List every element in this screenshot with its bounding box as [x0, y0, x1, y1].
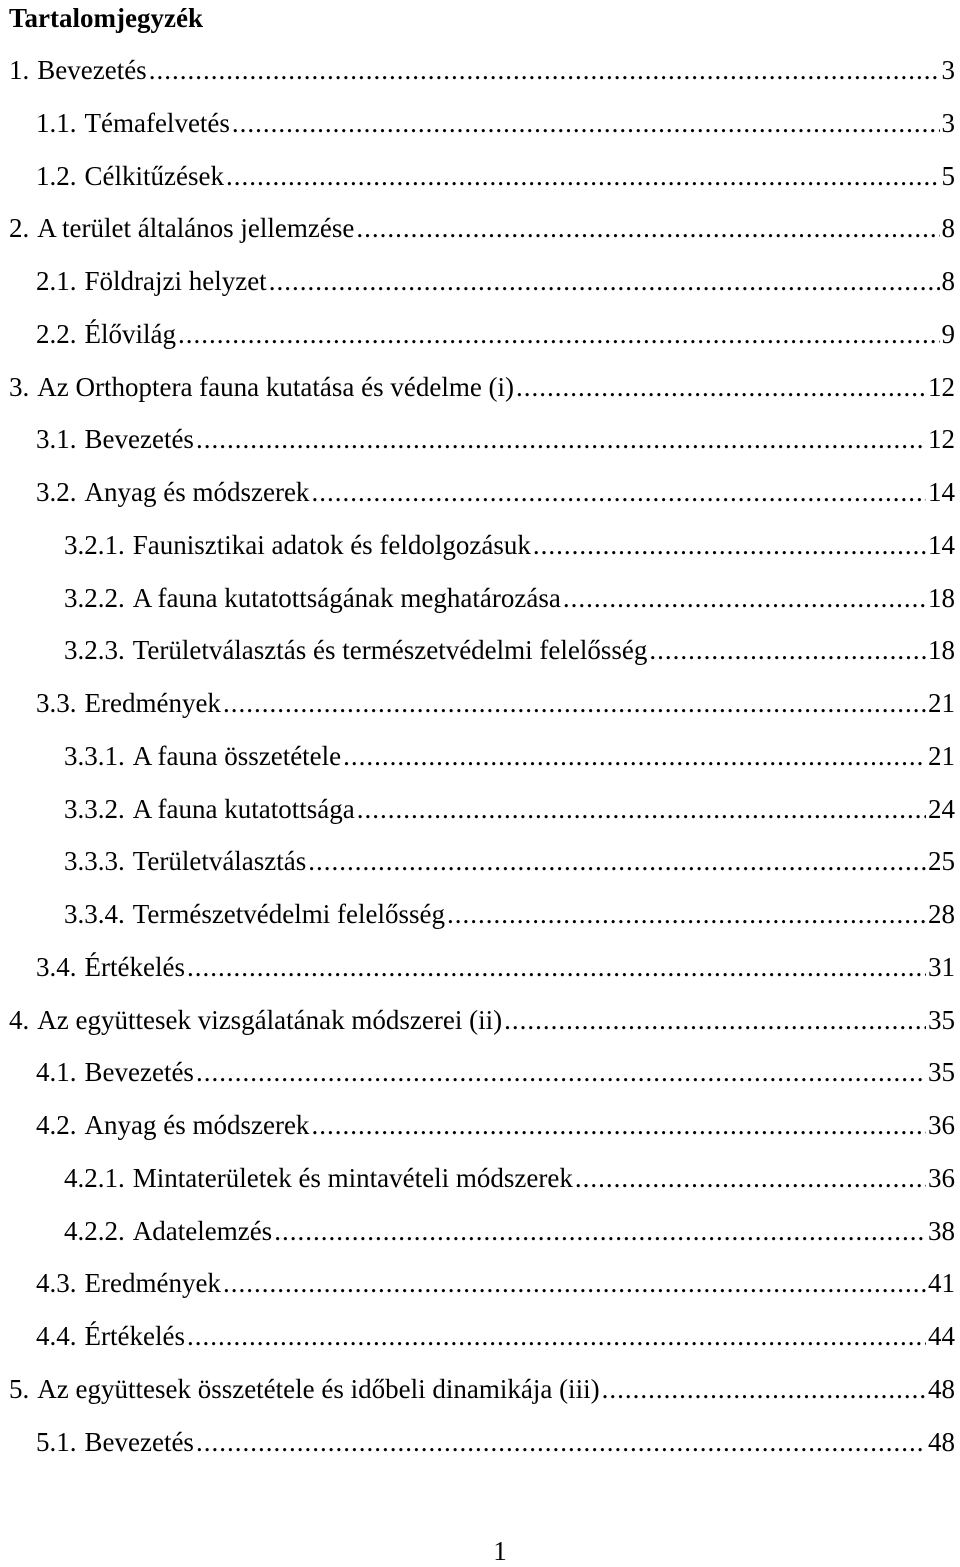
toc-entry[interactable] [9, 1319, 955, 1372]
toc-entry-title: Az együttesek vizsgálatának módszerei (ii) [37, 1004, 503, 1035]
toc-entry-number: 4.3. [36, 1268, 77, 1299]
toc-entry[interactable] [9, 317, 955, 370]
toc-entry-page: 9 [941, 318, 955, 349]
toc-entry[interactable] [9, 53, 955, 106]
toc-dot-leader [447, 897, 926, 931]
toc-entry[interactable] [9, 581, 955, 634]
toc-entry-page: 12 [928, 424, 955, 455]
toc-entry-title: Adatelemzés [132, 1215, 273, 1246]
toc-entry-page: 14 [928, 529, 955, 560]
toc-entry-title: Témafelvetés [84, 107, 230, 138]
toc-dot-leader [187, 1319, 926, 1353]
toc-entry-title: Élővilág [84, 318, 176, 349]
toc-entry-number: 5.1. [36, 1426, 77, 1457]
toc-entry-title: Eredmények [84, 1268, 221, 1299]
toc-entry-title: Bevezetés [84, 1057, 194, 1088]
toc-dot-leader [178, 317, 940, 351]
toc-entry[interactable] [9, 633, 955, 686]
toc-entry-page: 24 [928, 793, 955, 824]
toc-entry-page: 8 [941, 266, 955, 296]
toc-entry[interactable] [9, 1372, 955, 1425]
toc-entry-page: 25 [928, 846, 955, 877]
toc-entry-title: Földrajzi helyzet [84, 266, 267, 296]
toc-entry-title: Természetvédelmi felelősség [132, 899, 445, 929]
toc-dot-leader [196, 1055, 926, 1089]
toc-entry-number: 1.1. [36, 107, 77, 138]
toc-dot-leader [357, 792, 926, 826]
toc-entry-title: Értékelés [84, 951, 185, 982]
toc-dot-leader [343, 739, 926, 773]
toc-entry-title: A fauna kutatottságának meghatározása [132, 582, 561, 613]
toc-entry-page: 35 [928, 1004, 955, 1035]
toc-entry-page: 41 [928, 1268, 955, 1299]
toc-entry[interactable] [9, 264, 955, 317]
toc-entry-number: 4.2. [36, 1110, 77, 1140]
toc-entry-number: 5. [9, 1373, 30, 1404]
toc-entry-page: 12 [928, 371, 955, 402]
toc-entry[interactable] [9, 792, 955, 845]
toc-entry-title: Értékelés [84, 1321, 185, 1351]
toc-entry[interactable] [9, 950, 955, 1003]
toc-entry-number: 3.3.3. [64, 846, 125, 877]
toc-dot-leader [649, 633, 926, 667]
toc-dot-leader [516, 370, 926, 404]
toc-entry[interactable] [9, 1266, 955, 1319]
page-number: 1 [493, 1536, 507, 1566]
toc-entry-number: 1. [9, 55, 30, 85]
toc-entry-page: 21 [928, 740, 955, 771]
toc-dot-leader [311, 1108, 926, 1142]
toc-dot-leader [533, 528, 926, 562]
toc-entry-number: 3. [9, 371, 30, 402]
toc-entry-number: 2.1. [36, 266, 77, 296]
toc-entry-page: 48 [928, 1426, 955, 1457]
toc-entry-page: 48 [928, 1373, 955, 1404]
toc-entry-title: Célkitűzések [84, 160, 224, 191]
toc-entry[interactable] [9, 528, 955, 581]
toc-entry-number: 3.2.3. [64, 635, 125, 666]
toc-entry[interactable] [9, 211, 955, 264]
toc-entry-page: 38 [928, 1215, 955, 1246]
table-of-contents [9, 53, 955, 1477]
toc-dot-leader [196, 422, 926, 456]
toc-entry-title: A terület általános jellemzése [37, 213, 355, 244]
toc-entry-title: Az együttesek összetétele és időbeli dinamikája (iii) [37, 1373, 600, 1404]
toc-entry-number: 4. [9, 1004, 30, 1035]
toc-entry-number: 3.4. [36, 951, 77, 982]
toc-entry-page: 28 [928, 899, 955, 929]
toc-entry-title: Anyag és módszerek [84, 1110, 310, 1140]
toc-entry-number: 3.3.4. [64, 899, 125, 929]
toc-dot-leader [504, 1003, 926, 1037]
toc-entry-page: 21 [928, 688, 955, 718]
toc-entry[interactable] [9, 422, 955, 475]
toc-entry-page: 8 [941, 213, 955, 244]
toc-entry[interactable] [9, 370, 955, 423]
toc-entry[interactable] [9, 106, 955, 159]
toc-dot-leader [223, 1266, 926, 1300]
toc-entry[interactable] [9, 1161, 955, 1214]
toc-entry-page: 18 [928, 635, 955, 666]
toc-entry-title: Területválasztás és természetvédelmi felelősség [132, 635, 648, 666]
toc-entry-title: Bevezetés [37, 55, 147, 85]
toc-entry-number: 3.1. [36, 424, 77, 455]
toc-entry-page: 36 [928, 1110, 955, 1140]
toc-entry-number: 3.3.1. [64, 740, 125, 771]
toc-entry-number: 4.2.1. [64, 1162, 125, 1193]
toc-entry-number: 3.2.1. [64, 529, 125, 560]
toc-entry[interactable] [9, 1003, 955, 1056]
toc-dot-leader [308, 844, 926, 878]
toc-entry-number: 2.2. [36, 318, 77, 349]
toc-dot-leader [226, 159, 940, 193]
toc-dot-leader [356, 211, 939, 245]
toc-entry-title: Eredmények [84, 688, 221, 718]
toc-entry-number: 3.3. [36, 688, 77, 718]
toc-entry-title: Területválasztás [132, 846, 307, 877]
toc-entry[interactable] [9, 475, 955, 528]
toc-dot-leader [563, 581, 926, 615]
toc-entry[interactable] [9, 1055, 955, 1108]
toc-entry-page: 3 [941, 107, 955, 138]
toc-entry-title: Bevezetés [84, 1426, 194, 1457]
toc-entry-page: 18 [928, 582, 955, 613]
toc-entry-page: 44 [928, 1321, 955, 1351]
toc-dot-leader [232, 106, 940, 140]
toc-dot-leader [269, 264, 940, 298]
toc-entry[interactable] [9, 159, 955, 212]
toc-dot-leader [602, 1372, 926, 1406]
toc-entry-page: 5 [941, 160, 955, 191]
toc-dot-leader [223, 686, 926, 720]
toc-entry-page: 3 [941, 55, 955, 85]
toc-entry-number: 3.2. [36, 477, 77, 507]
toc-dot-leader [149, 53, 940, 87]
page-title: Tartalomjegyzék [9, 3, 203, 33]
toc-entry-number: 4.1. [36, 1057, 77, 1088]
toc-entry-page: 14 [928, 477, 955, 507]
toc-entry-number: 3.3.2. [64, 793, 125, 824]
toc-entry-title: Mintaterületek és mintavételi módszerek [132, 1162, 573, 1193]
toc-entry-number: 4.4. [36, 1321, 77, 1351]
toc-entry[interactable] [9, 1214, 955, 1267]
toc-entry[interactable] [9, 897, 955, 950]
toc-entry-page: 35 [928, 1057, 955, 1088]
toc-entry[interactable] [9, 1108, 955, 1161]
toc-entry-number: 3.2.2. [64, 582, 125, 613]
toc-dot-leader [311, 475, 926, 509]
toc-entry-number: 1.2. [36, 160, 77, 191]
toc-dot-leader [274, 1214, 926, 1248]
toc-entry[interactable] [9, 844, 955, 897]
toc-entry-page: 31 [928, 951, 955, 982]
toc-entry-title: Anyag és módszerek [84, 477, 310, 507]
toc-entry[interactable] [9, 686, 955, 739]
toc-dot-leader [196, 1425, 926, 1459]
toc-entry-title: Az Orthoptera fauna kutatása és védelme (i) [37, 371, 515, 402]
toc-entry[interactable] [9, 739, 955, 792]
toc-entry-title: A fauna összetétele [132, 740, 342, 771]
toc-entry-page: 36 [928, 1162, 955, 1193]
toc-dot-leader [575, 1161, 926, 1195]
toc-entry-title: Bevezetés [84, 424, 194, 455]
toc-entry-title: Faunisztikai adatok és feldolgozásuk [132, 529, 531, 560]
toc-entry-number: 2. [9, 213, 30, 244]
toc-dot-leader [187, 950, 926, 984]
toc-entry-number: 4.2.2. [64, 1215, 125, 1246]
toc-entry-title: A fauna kutatottsága [132, 793, 355, 824]
toc-entry[interactable] [9, 1425, 955, 1478]
